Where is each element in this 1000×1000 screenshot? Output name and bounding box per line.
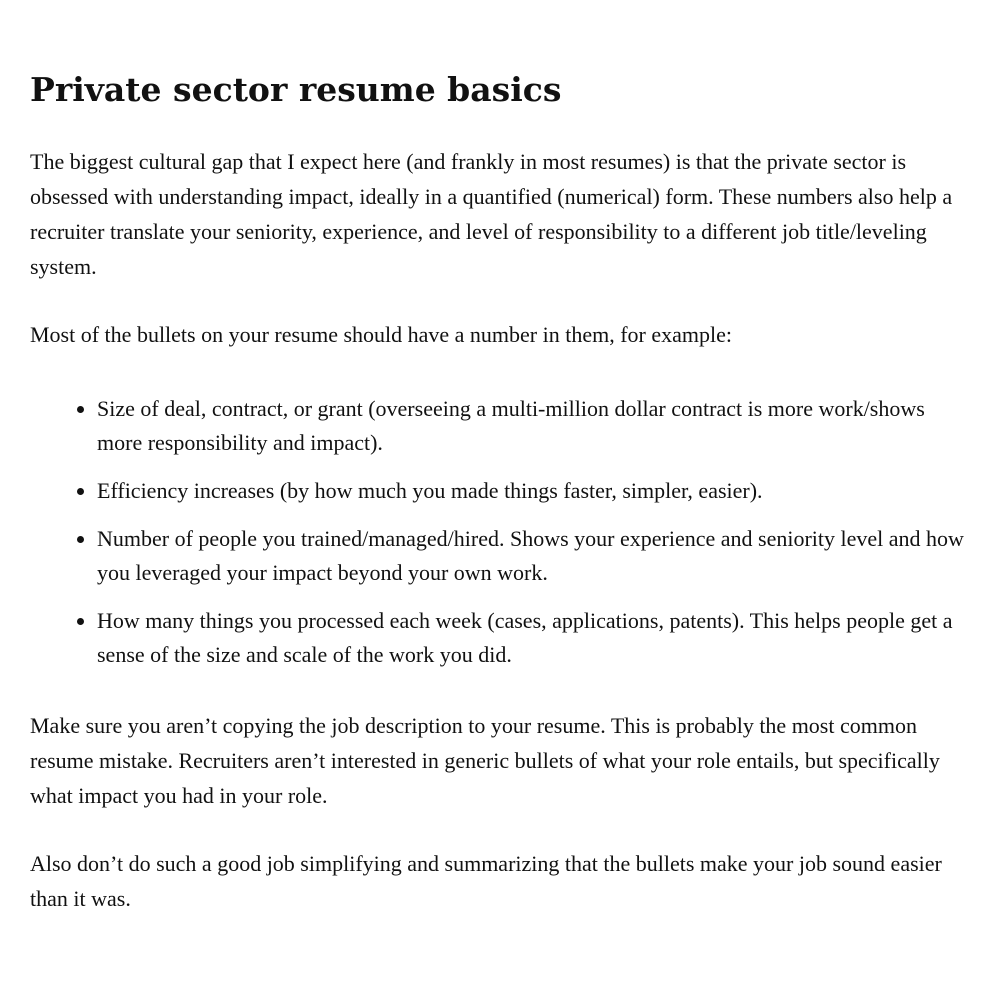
bullets-intro-paragraph: Most of the bullets on your resume should have a number in them, for example: bbox=[30, 322, 733, 347]
list-item: • Number of people you trained/managed/hired. Shows your experience and seniority level and how you leveraged your impact beyond your own work. bbox=[97, 522, 970, 590]
article bbox=[30, 68, 970, 916]
list-item: • Efficiency increases (by how much you made things faster, simpler, easier). bbox=[97, 474, 970, 508]
list-item: • How many things you processed each week (cases, applications, patents). This helps people get a sense of the size and scale of the work you did. bbox=[97, 604, 970, 672]
example-bullet-list bbox=[30, 392, 970, 672]
page-title: Private sector resume basics bbox=[30, 70, 562, 109]
simplifying-warning-paragraph: Also don’t do such a good job simplifying and summarizing that the bullets make your job sound easier than it was. bbox=[30, 851, 942, 911]
intro-paragraph: The biggest cultural gap that I expect here (and frankly in most resumes) is that the private sector is obsessed with understanding impact, ideally in a quantified (numerical) form. These numbers also help a recruiter translate your seniority, experience, and level of responsibility to a different job title/leveling system. bbox=[30, 149, 953, 279]
list-item: • Size of deal, contract, or grant (overseeing a multi-million dollar contract is more work/shows more responsibility and impact). bbox=[97, 392, 970, 460]
copying-warning-paragraph: Make sure you aren’t copying the job description to your resume. This is probably the most common resume mistake. Recruiters aren’t interested in generic bullets of what your role entails, but specifically what impact you had in your role. bbox=[30, 713, 940, 808]
